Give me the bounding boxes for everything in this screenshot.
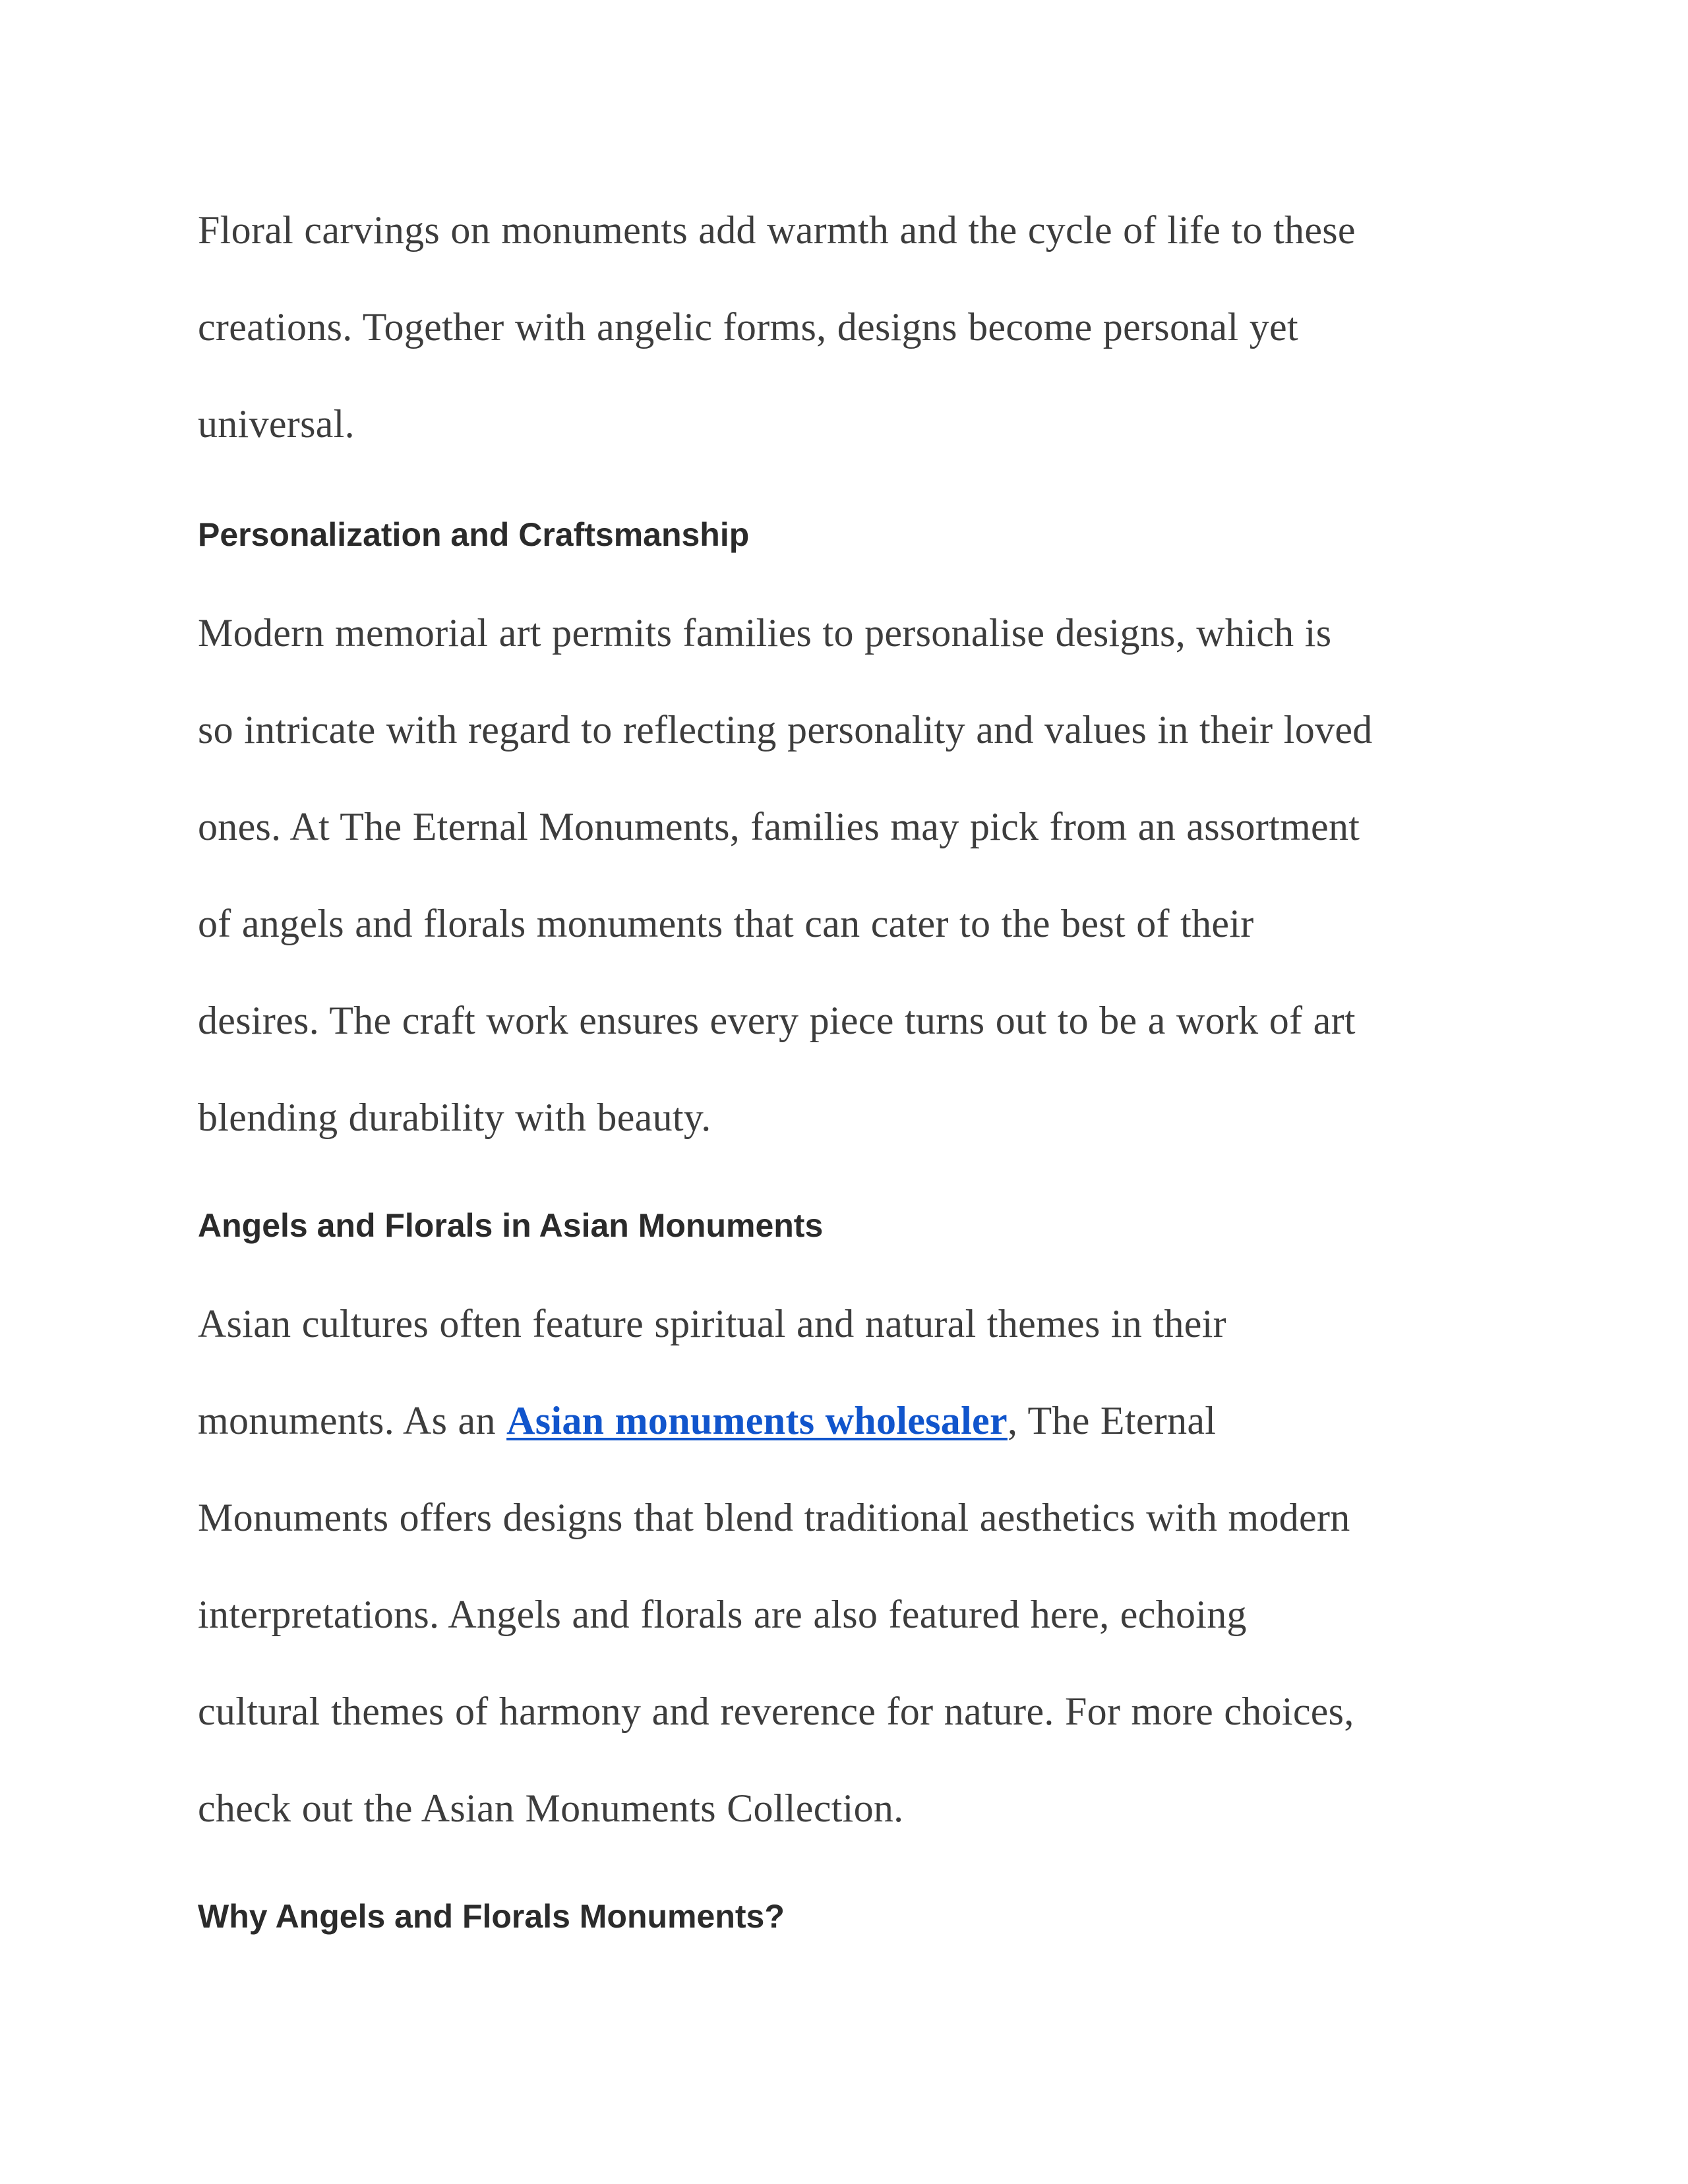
asian-line-2-before: monuments. As an	[198, 1399, 507, 1442]
asian-line-1: Asian cultures often feature spiritual and natural themes in their	[198, 1302, 1226, 1345]
asian-monuments-wholesaler-link[interactable]: Asian monuments wholesaler	[506, 1399, 1008, 1442]
asian-line-2	[198, 1372, 1503, 1469]
intro-line-3: universal.	[198, 402, 355, 446]
personalization-line-6: blending durability with beauty.	[198, 1096, 711, 1139]
asian-line-6: check out the Asian Monuments Collection.	[198, 1786, 904, 1830]
personalization-line-1: Modern memorial art permits families to personalise designs, which is	[198, 611, 1332, 655]
personalization-line-3: ones. At The Eternal Monuments, families may pick from an assortment	[198, 805, 1360, 848]
personalization-line-2: so intricate with regard to reflecting personality and values in their loved	[198, 708, 1373, 752]
heading-asian-monuments: Angels and Florals in Asian Monuments	[198, 1207, 824, 1244]
asian-line-4: interpretations. Angels and florals are also featured here, echoing	[198, 1593, 1247, 1636]
personalization-paragraph	[198, 585, 1503, 1166]
asian-line-2-after: , The Eternal	[1007, 1399, 1217, 1442]
document-body	[198, 182, 1503, 1936]
intro-paragraph	[198, 182, 1503, 473]
asian-line-5: cultural themes of harmony and reverence for nature. For more choices,	[198, 1690, 1354, 1733]
asian-line-3: Monuments offers designs that blend traditional aesthetics with modern	[198, 1496, 1350, 1539]
heading-personalization: Personalization and Craftsmanship	[198, 516, 750, 553]
personalization-line-5: desires. The craft work ensures every piece turns out to be a work of art	[198, 999, 1356, 1042]
asian-paragraph	[198, 1276, 1503, 1857]
personalization-line-4: of angels and florals monuments that can cater to the best of their	[198, 902, 1254, 945]
intro-line-2: creations. Together with angelic forms, designs become personal yet	[198, 305, 1298, 349]
heading-why-angels-florals: Why Angels and Florals Monuments?	[198, 1898, 785, 1935]
intro-line-1: Floral carvings on monuments add warmth and the cycle of life to these	[198, 208, 1356, 252]
